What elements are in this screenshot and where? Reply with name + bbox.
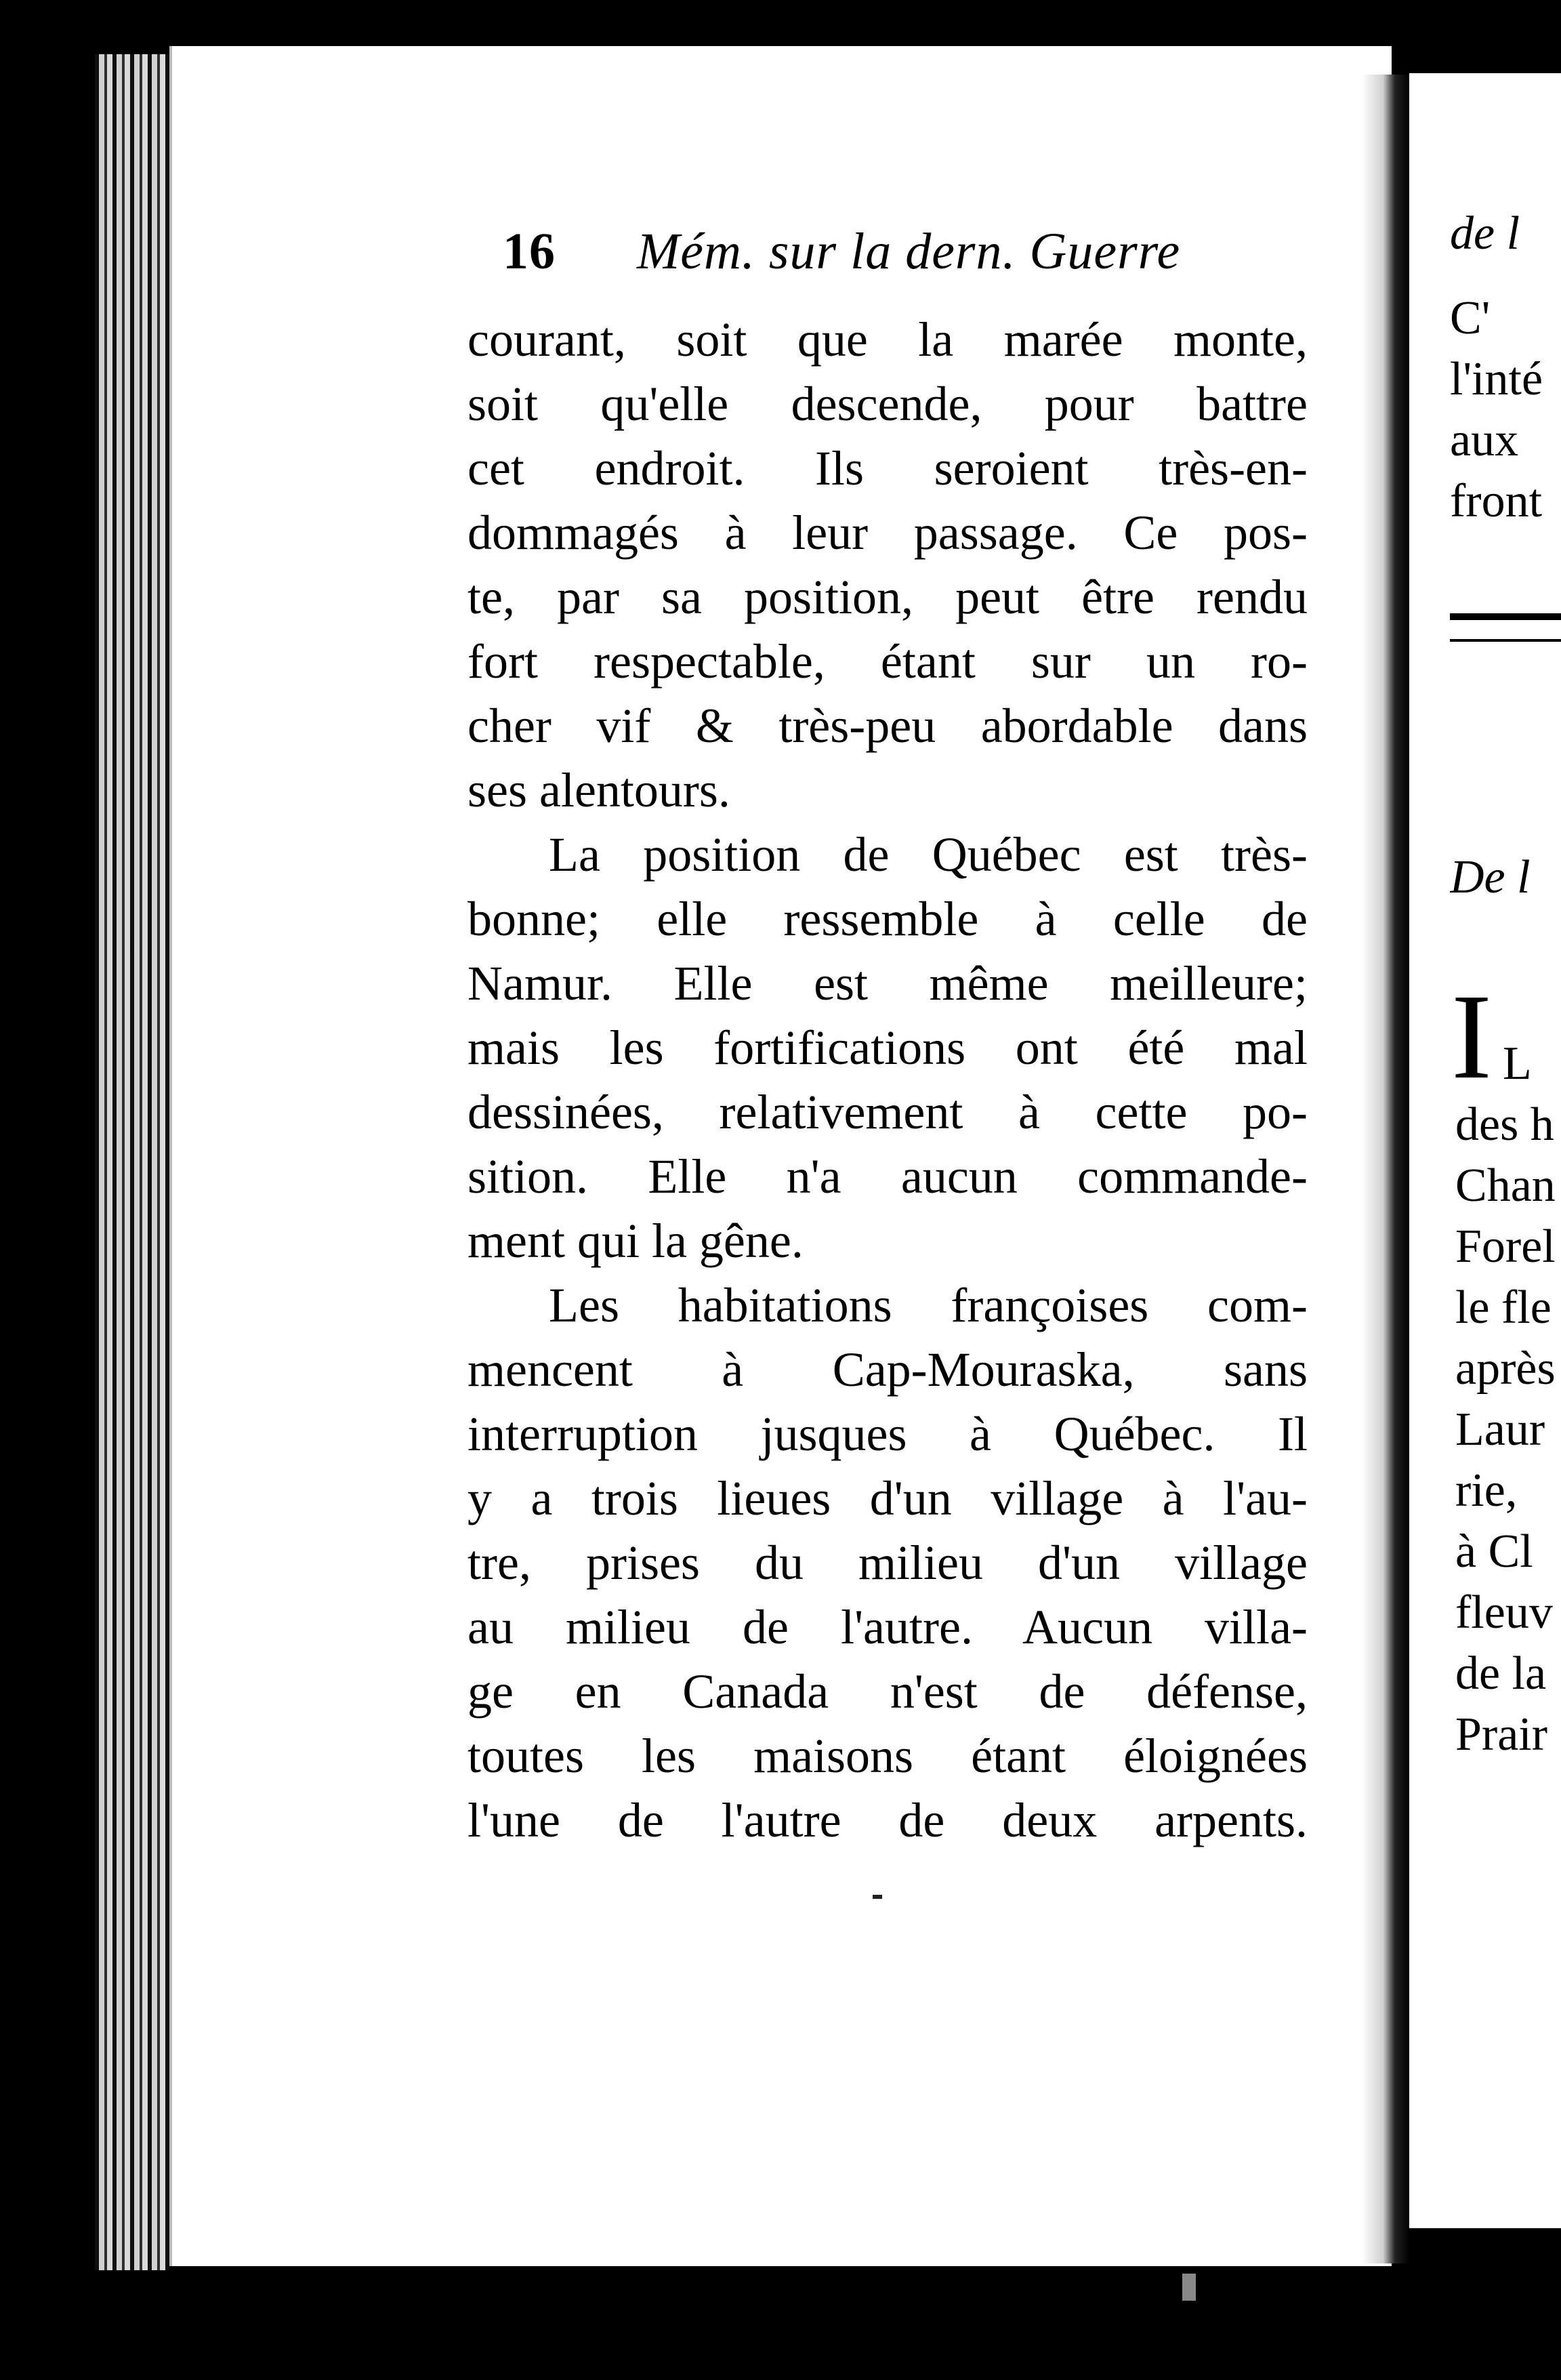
right-text-line: à Cl (1455, 1525, 1533, 1578)
text-line: au milieu de l'autre. Aucun villa- (467, 1600, 1308, 1654)
text-line: dommagés à leur passage. Ce pos- (467, 506, 1308, 560)
text-line: ses alentours. (467, 763, 730, 817)
text-line: soit qu'elle descende, pour battre (467, 377, 1308, 431)
right-text-line: le fle (1455, 1281, 1552, 1334)
right-text-line: Chan (1455, 1160, 1556, 1212)
text-line: te, par sa position, peut être rendu (467, 570, 1308, 624)
running-head (503, 222, 1180, 281)
drop-cap: I (1451, 969, 1492, 1104)
text-line: Namur. Elle est même meilleure; (467, 956, 1308, 1010)
text-line: bonne; elle ressemble à celle de (467, 892, 1308, 946)
right-section-heading (1450, 847, 1561, 908)
right-text-line: Forel (1455, 1220, 1556, 1273)
text-line: dessinées, relativement à cette po- (467, 1085, 1308, 1139)
right-text-line: aux (1450, 414, 1519, 466)
book-gutter (1362, 75, 1409, 2263)
right-text-line: Prair (1455, 1708, 1548, 1761)
running-title: Mém. sur la dern. Guerre (637, 223, 1181, 280)
text-line: ment qui la gêne. (467, 1214, 804, 1268)
right-page-bottom-lines (1455, 1033, 1561, 1765)
text-line: toutes les maisons étant éloignées (467, 1729, 1308, 1783)
right-page-head (1450, 203, 1561, 264)
text-line: mais les fortifications ont été mal (467, 1021, 1308, 1075)
text-line: ge en Canada n'est de défense, (467, 1664, 1308, 1719)
page-edges (95, 54, 169, 2270)
text-line: tre, prises du milieu d'un village (467, 1536, 1308, 1590)
text-line: interruption jusques à Québec. Il (467, 1407, 1308, 1461)
right-text-line: rie, (1455, 1464, 1518, 1517)
text-line: mencent à Cap-Mouraska, sans (467, 1342, 1308, 1397)
right-running-head: de l (1450, 207, 1520, 260)
section-heading: De l (1450, 851, 1531, 903)
body-text (467, 308, 1308, 1853)
right-text-line: L (1503, 1038, 1532, 1090)
ornamental-rule (1450, 613, 1561, 642)
text-line: Les habitations françoises com- (549, 1278, 1308, 1332)
page-number: 16 (503, 223, 556, 280)
right-text-line: des h (1455, 1099, 1554, 1151)
text-line: courant, soit que la marée monte, (467, 312, 1308, 367)
scan-artifact (1182, 2274, 1196, 2301)
right-text-line: C' (1450, 292, 1491, 344)
text-line: fort respectable, étant sur un ro- (467, 634, 1308, 689)
right-text-line: l'inté (1450, 353, 1543, 405)
right-text-line: de la (1455, 1647, 1547, 1700)
right-text-line: front (1450, 475, 1543, 527)
text-line: sition. Elle n'a aucun commande- (467, 1149, 1308, 1204)
right-text-line: fleuv (1455, 1586, 1553, 1639)
ink-mark (873, 1895, 882, 1899)
text-line: l'une de l'autre de deux arpents. (467, 1793, 1308, 1847)
right-page-top-lines (1450, 288, 1561, 532)
text-line: y a trois lieues d'un village à l'au- (467, 1471, 1308, 1525)
right-text-line: après (1455, 1342, 1556, 1395)
text-line: cet endroit. Ils seroient très-en- (467, 441, 1308, 495)
text-line: cher vif & très-peu abordable dans (467, 699, 1308, 753)
right-text-line: Laur (1455, 1403, 1545, 1456)
text-line: La position de Québec est très- (549, 827, 1308, 882)
